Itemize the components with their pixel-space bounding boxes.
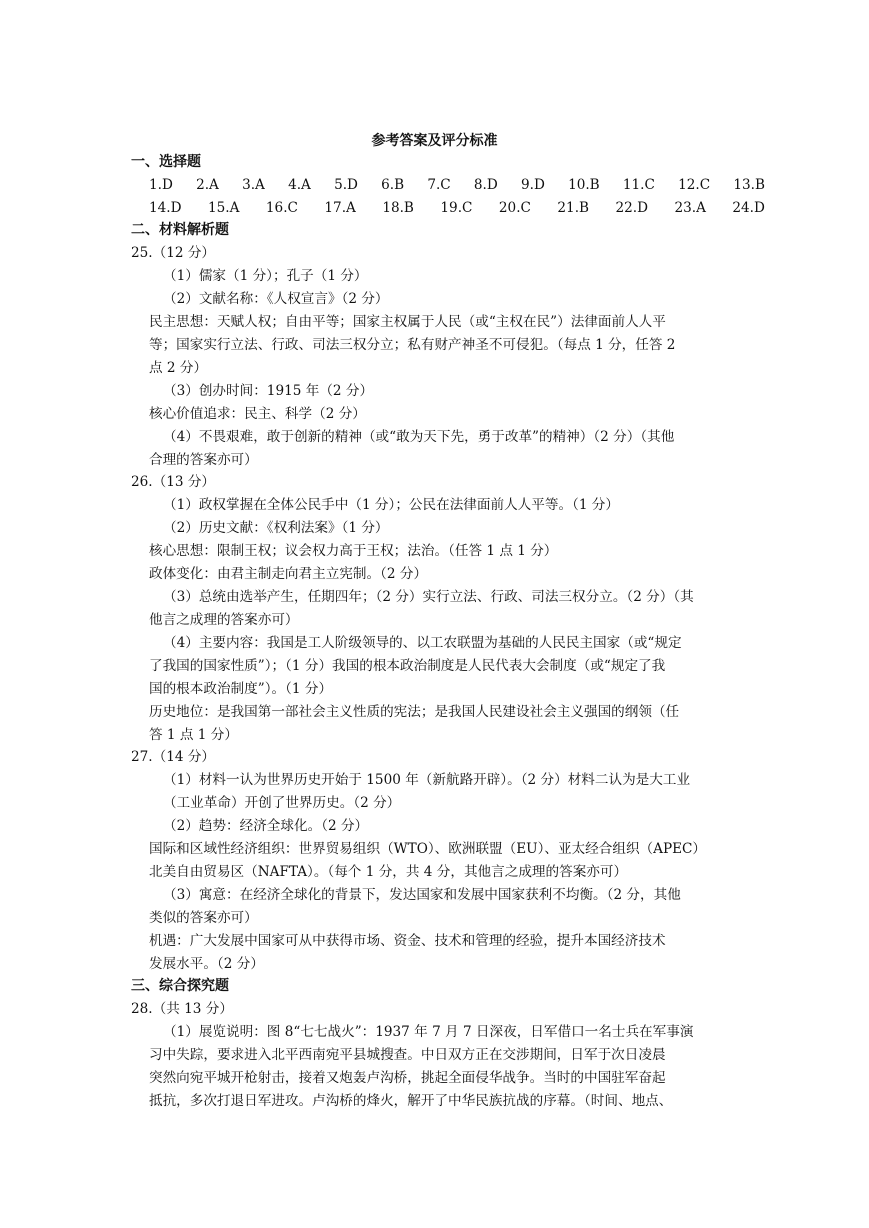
choice-answer: 5.D (334, 177, 358, 193)
answer-line: 他言之成理的答案亦可） (149, 612, 299, 628)
answer-line: 核心价值追求：民主、科学（2 分） (149, 406, 366, 422)
answer-line: （1）展览说明：图 8“七七战火”：1937 年 7 月 7 日深夜，日军借口一名士兵在军事演 (163, 1024, 694, 1040)
choice-answers-row-1 (149, 175, 765, 195)
answer-line: 历史地位：是我国第一部社会主义性质的宪法；是我国人民建设社会主义强国的纲领（任 (149, 704, 680, 720)
answer-line: （4）主要内容：我国是工人阶级领导的、以工农联盟为基础的人民民主国家（或“规定 (163, 635, 682, 651)
choice-answer: 1.D (149, 177, 173, 193)
choice-answer: 9.D (520, 177, 545, 193)
choice-answer: 19.C (440, 200, 473, 216)
answer-line: 等；国家实行立法、行政、司法三权分立；私有财产神圣不可侵犯。（每点 1 分，任答 2 (149, 337, 676, 353)
answer-line: 点 2 分） (149, 360, 208, 376)
answer-line: （工业革命）开创了世界历史。（2 分） (163, 795, 401, 811)
answer-line: 机遇：广大发展中国家可从中获得市场、资金、技术和管理的经验，提升本国经济技术 (149, 933, 666, 949)
choice-answer: 22.D (615, 200, 648, 216)
choice-answer: 11.C (622, 177, 655, 193)
answer-line: 抵抗，多次打退日军进攻。卢沟桥的烽火，解开了中华民族抗战的序幕。（时间、地点、 (149, 1093, 673, 1109)
answer-line: 北美自由贸易区（NAFTA）。（每个 1 分，共 4 分，其他言之成理的答案亦可） (149, 864, 628, 880)
answer-line: （3）创办时间：1915 年（2 分） (163, 383, 374, 399)
choice-answer: 3.A (242, 177, 265, 193)
answer-line: 了我国的国家性质”）；（1 分）我国的根本政治制度是人民代表大会制度（或“规定了我 (149, 658, 666, 674)
choice-answer: 8.D (473, 177, 498, 193)
answer-line: （2）历史文献：《权利法案》（1 分） (163, 520, 389, 536)
answer-line: 突然向宛平城开枪射击，接着又炮轰卢沟桥，挑起全面侵华战争。当时的中国驻军奋起 (149, 1070, 666, 1086)
choice-answer: 24.D (732, 200, 765, 216)
choice-answer: 12.C (678, 177, 711, 193)
answer-line: 类似的答案亦可） (149, 910, 258, 926)
choice-answer: 23.A (674, 200, 706, 216)
section-heading-material: 二、材料解析题 (131, 222, 229, 238)
answer-line: （1）政权掌握在全体公民手中（1 分）；公民在法律面前人人平等。（1 分） (163, 497, 619, 513)
choice-answer: 10.B (568, 177, 600, 193)
answer-line: 习中失踪，要求进入北平西南宛平县城搜查。中日双方正在交涉期间，日军于次日凌晨 (149, 1047, 666, 1063)
choice-answer: 13.B (733, 177, 765, 193)
choice-answer: 14.D (149, 200, 182, 216)
choice-answer: 7.C (427, 177, 451, 193)
answer-line: （2）趋势：经济全球化。（2 分） (163, 818, 369, 834)
choice-answer: 20.C (498, 200, 531, 216)
choice-answer: 18.B (382, 200, 414, 216)
question-27-heading: 27.（14 分） (131, 749, 216, 765)
choice-answer: 15.A (208, 200, 240, 216)
choice-answer: 17.A (324, 200, 356, 216)
choice-answer: 4.A (288, 177, 311, 193)
question-26-heading: 26.（13 分） (131, 474, 216, 490)
question-25-heading: 25.（12 分） (131, 245, 216, 261)
answer-line: 国的根本政治制度”）。（1 分） (149, 681, 333, 697)
choice-answer: 21.B (557, 200, 589, 216)
answer-line: 民主思想：天赋人权；自由平等；国家主权属于人民（或“主权在民”）法律面前人人平 (149, 314, 666, 330)
answer-line: 国际和区域性经济组织：世界贸易组织（WTO）、欧洲联盟（EU）、亚太经合组织（APEC） (149, 841, 707, 857)
section-heading-inquiry: 三、综合探究题 (131, 978, 229, 994)
answer-line: 政体变化：由君主制走向君主立宪制。（2 分） (149, 566, 428, 582)
question-28-heading: 28.（共 13 分） (131, 1001, 233, 1017)
answer-line: 合理的答案亦可） (149, 452, 258, 468)
answer-line: 答 1 点 1 分） (149, 727, 238, 743)
answer-line: （2）文献名称：《人权宣言》（2 分） (163, 291, 389, 307)
answer-line: 发展水平。（2 分） (149, 956, 264, 972)
answer-line: （1）材料一认为世界历史开始于 1500 年（新航路开辟）。（2 分）材料二认为是大工业 (163, 772, 691, 788)
answer-line: （1）儒家（1 分）；孔子（1 分） (163, 268, 368, 284)
page-title: 参考答案及评分标准 (371, 133, 498, 149)
choice-answer: 2.A (196, 177, 219, 193)
answer-line: （3）总统由选举产生，任期四年；（2 分）实行立法、行政、司法三权分立。（2 分）（其 (163, 589, 694, 605)
answer-line: （3）寓意：在经济全球化的背景下，发达国家和发展中国家获利不均衡。（2 分，其他 (163, 887, 681, 903)
answer-line: （4）不畏艰难，敢于创新的精神（或“敢为天下先，勇于改革”的精神）（2 分）（其他 (163, 429, 675, 445)
choice-answer: 16.C (265, 200, 298, 216)
choice-answer: 6.B (381, 177, 405, 193)
section-heading-choice: 一、选择题 (131, 154, 201, 170)
choice-answers-row-2 (149, 198, 765, 218)
answer-line: 核心思想：限制王权；议会权力高于王权；法治。（任答 1 点 1 分） (149, 543, 558, 559)
